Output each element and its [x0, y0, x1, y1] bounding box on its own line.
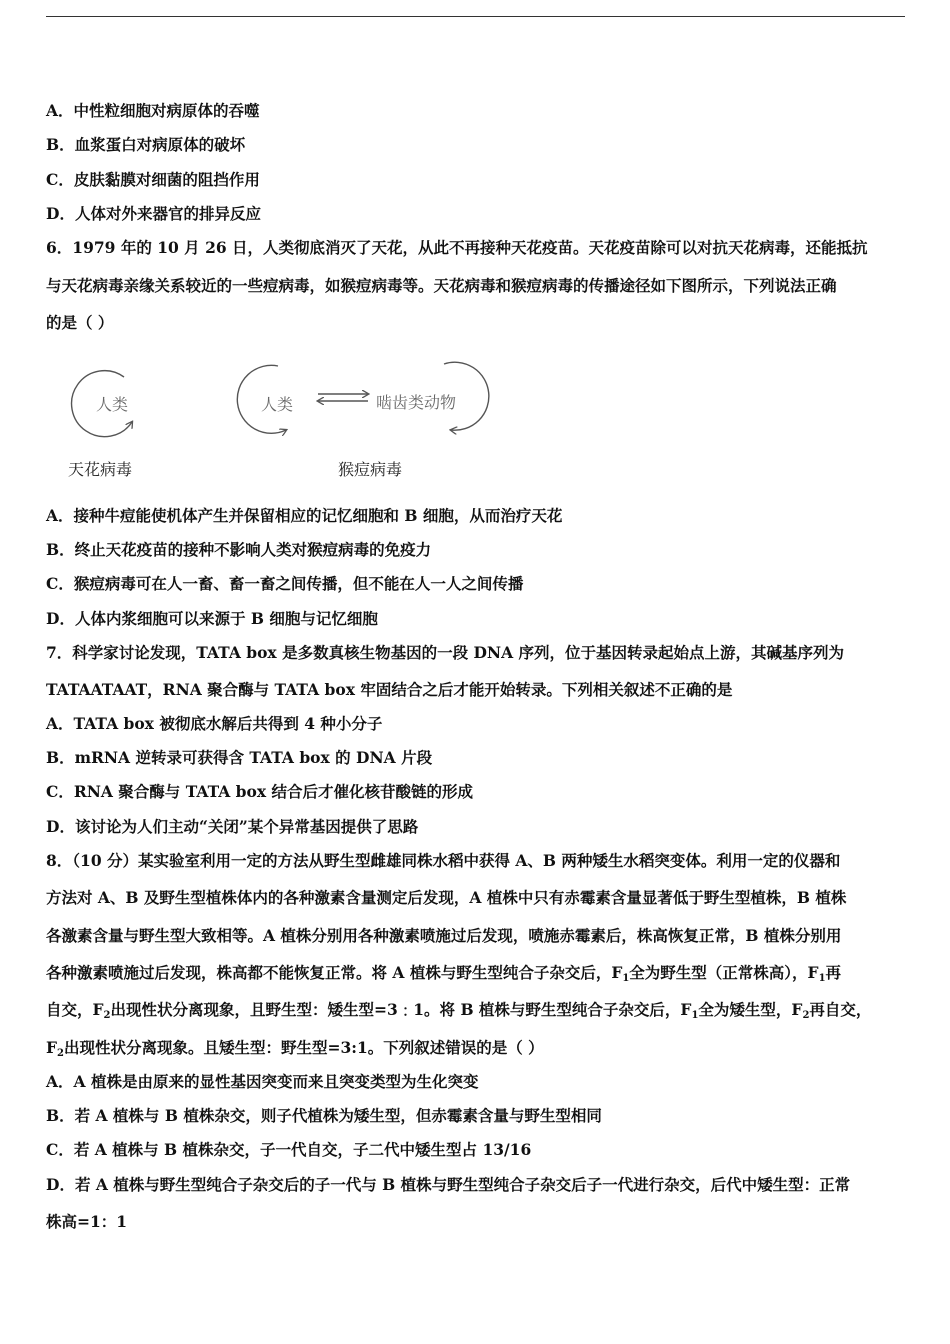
- q8-option-c: C．若 A 植株与 B 植株杂交，子一代自交，子二代中矮生型占 13/16: [46, 1140, 532, 1159]
- q6-option-d: D．人体内浆细胞可以来源于 B 细胞与记忆细胞: [46, 609, 378, 628]
- q7-option-b: B．mRNA 逆转录可获得含 TATA box 的 DNA 片段: [46, 748, 433, 767]
- q8-option-d-line2: 株高=1：1: [46, 1212, 128, 1231]
- q8-stem-line1: 8．（10 分）某实验室利用一定的方法从野生型雌雄同株水稻中获得 A、B 两种矮生水稻突变体。利用一定的仪器和: [46, 851, 841, 870]
- q8-stem-line5: [46, 1000, 906, 1020]
- q8-stem-line4: [46, 963, 906, 983]
- q6-option-c: C．猴痘病毒可在人一畜、畜一畜之间传播，但不能在人一人之间传播: [46, 574, 524, 593]
- q6-option-b: B．终止天花疫苗的接种不影响人类对猴痘病毒的免疫力: [46, 540, 432, 559]
- smallpox-node-human: 人类: [96, 395, 129, 414]
- q8-stem-line2: 方法对 A、B 及野生型植株体内的各种激素含量测定后发现，A 植株中只有赤霉素含量显著低于野生型植株，B 植株: [46, 888, 847, 907]
- q8-stem-line6: [46, 1038, 906, 1058]
- q8-line4-part-c: 再: [825, 963, 842, 982]
- q7-option-a: A．TATA box 被彻底水解后共得到 4 种小分子: [46, 714, 383, 733]
- q8-option-a: A．A 植株是由原来的显性基因突变而来且突变类型为生化突变: [46, 1072, 479, 1091]
- q5-option-c: C．皮肤黏膜对细菌的阻挡作用: [46, 170, 260, 189]
- q7-option-c: C．RNA 聚合酶与 TATA box 结合后才催化核苷酸链的形成: [46, 782, 473, 801]
- q6-stem-line1: 6．1979 年的 10 月 26 日，人类彻底消灭了天花，从此不再接种天花疫苗。天花疫苗除可以对抗天花病毒，还能抵抗: [46, 238, 868, 257]
- q6-stem-line2: 与天花病毒亲缘关系较近的一些痘病毒，如猴痘病毒等。天花病毒和猴痘病毒的传播途径如下图所示，下列说法正确: [46, 276, 837, 295]
- q7-option-d: D．该讨论为人们主动“关闭”某个异常基因提供了思路: [46, 817, 419, 836]
- q8-option-b: B．若 A 植株与 B 植株杂交，则子代植株为矮生型，但赤霉素含量与野生型相同: [46, 1106, 602, 1125]
- monkeypox-node-rodent: 啮齿类动物: [376, 393, 457, 412]
- smallpox-caption: 天花病毒: [68, 460, 133, 479]
- q8-line4-part-a: 各种激素喷施过后发现，株高都不能恢复正常。将 A 植株与野生型纯合子杂交后，F: [46, 963, 623, 982]
- q7-stem-line2: TATAATAAT，RNA 聚合酶与 TATA box 牢固结合之后才能开始转录。下列相关叙述不正确的是: [46, 680, 733, 699]
- q8-line5-part-b: 出现性状分离现象，且野生型：矮生型=3﹕1。将 B 植株与野生型纯合子杂交后，F: [110, 1000, 692, 1019]
- monkeypox-caption: 猴痘病毒: [338, 460, 403, 479]
- subscript-2: 2: [57, 1048, 64, 1059]
- q8-line4-part-b: 全为野生型（正常株高），F: [629, 963, 819, 982]
- q8-line6-part-a: F: [46, 1038, 58, 1057]
- q6-option-a: A．接种牛痘能使机体产生并保留相应的记忆细胞和 B 细胞，从而治疗天花: [46, 506, 563, 525]
- q8-option-d-line1: D．若 A 植株与野生型纯合子杂交后的子一代与 B 植株与野生型纯合子杂交后子一代进行杂交，后代中矮生型：正常: [46, 1175, 851, 1194]
- monkeypox-node-human: 人类: [261, 395, 294, 414]
- subscript-1: 1: [691, 1010, 699, 1021]
- q8-line5-part-d: 再自交，: [809, 1000, 872, 1019]
- subscript-2: 2: [103, 1010, 111, 1021]
- header-rule: [46, 16, 905, 17]
- q8-stem-line3: 各激素含量与野生型大致相等。A 植株分别用各种激素喷施过后发现，喷施赤霉素后，株高恢复正常，B 植株分别用: [46, 926, 842, 945]
- q8-line5-part-c: 全为矮生型，F: [698, 1000, 803, 1019]
- subscript-1: 1: [818, 973, 826, 984]
- q6-stem-line3: 的是（ ）: [46, 313, 114, 332]
- subscript-1: 1: [622, 973, 630, 984]
- subscript-2: 2: [802, 1010, 810, 1021]
- q7-stem-line1: 7．科学家讨论发现，TATA box 是多数真核生物基因的一段 DNA 序列，位于基因转录起始点上游，其碱基序列为: [46, 643, 845, 662]
- q8-line6-part-b: 出现性状分离现象。且矮生型：野生型=3:1。下列叙述错误的是（ ）: [63, 1038, 544, 1057]
- q5-option-d: D．人体对外来器官的排异反应: [46, 204, 261, 223]
- q5-option-a: A．中性粒细胞对病原体的吞噬: [46, 101, 260, 120]
- q8-line5-part-a: 自交，F: [46, 1000, 104, 1019]
- transmission-diagram: [46, 350, 546, 490]
- q5-option-b: B．血浆蛋白对病原体的破坏: [46, 135, 246, 154]
